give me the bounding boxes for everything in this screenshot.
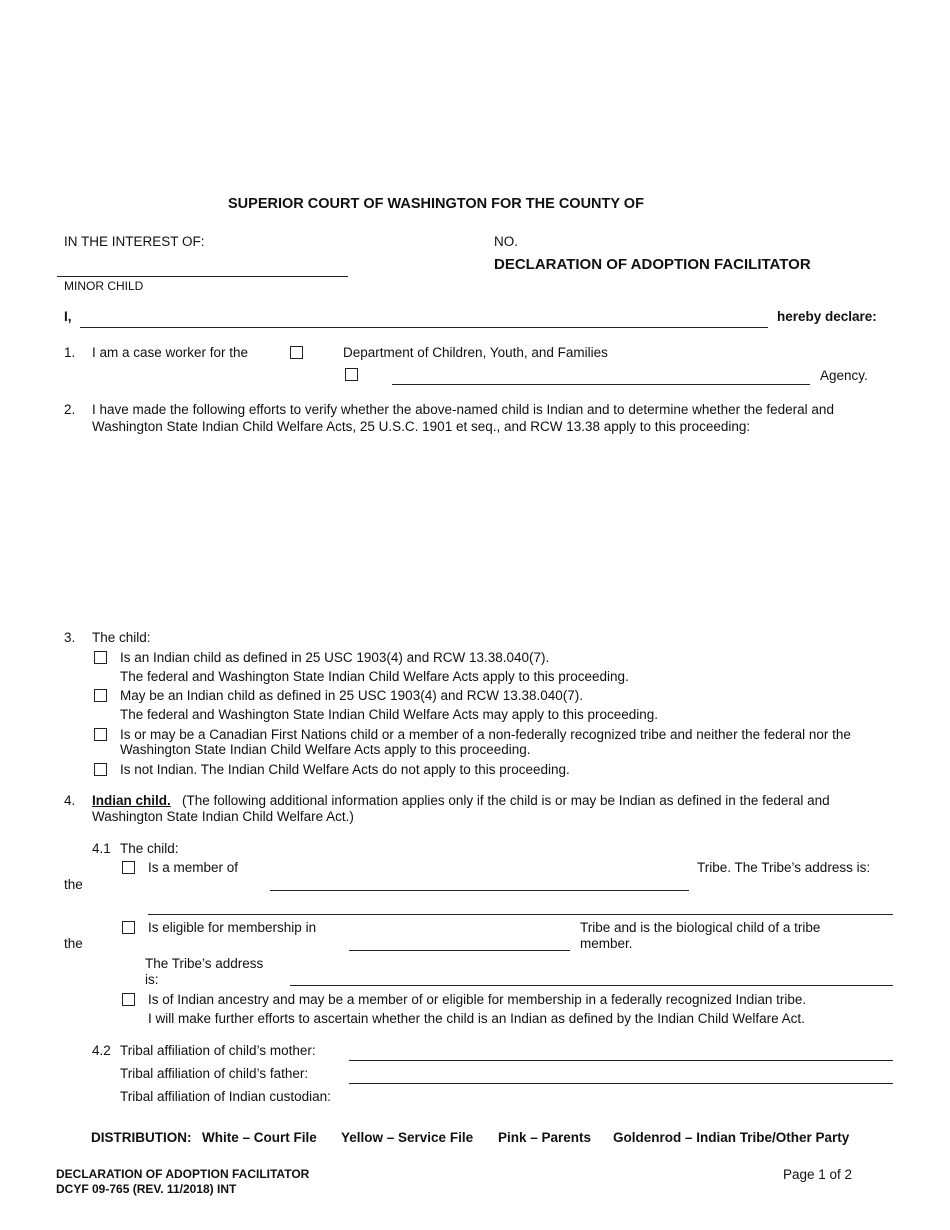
- sub42-number: 4.2: [92, 1043, 111, 1058]
- item3-heading: The child:: [92, 630, 151, 645]
- court-title: SUPERIOR COURT OF WASHINGTON FOR THE COUNTY OF: [228, 196, 644, 212]
- eligible-suffix-1: Tribe and is the biological child of a tribe: [580, 920, 821, 935]
- option1-line2: The federal and Washington State Indian Child Welfare Acts apply to this proceeding.: [120, 669, 629, 684]
- item4-number: 4.: [64, 793, 76, 808]
- eligible-tribe-line[interactable]: [349, 950, 570, 951]
- dcyf-option-label: Department of Children, Youth, and Families: [343, 345, 608, 360]
- ancestry-line2: I will make further efforts to ascertain whether the child is an Indian as defined by the Indian Child Welfare Act.: [148, 1011, 805, 1026]
- tribe-address-label-1: The Tribe’s address: [145, 956, 264, 971]
- member-tribe-address-line[interactable]: [148, 914, 893, 915]
- distribution-white: White – Court File: [202, 1130, 317, 1145]
- interest-label: IN THE INTEREST OF:: [64, 234, 205, 249]
- item2-number: 2.: [64, 402, 76, 417]
- minor-child-label: MINOR CHILD: [64, 279, 144, 293]
- option2-line2: The federal and Washington State Indian Child Welfare Acts may apply to this proceeding.: [120, 707, 659, 722]
- not-indian-checkbox[interactable]: [94, 763, 107, 776]
- distribution-pink: Pink – Parents: [498, 1130, 592, 1145]
- eligible-membership-checkbox[interactable]: [122, 921, 135, 934]
- item2-line1: I have made the following efforts to verify whether the above-named child is Indian and to determine whether the federal and: [92, 402, 834, 417]
- the-label-1: the: [64, 877, 83, 892]
- eligible-label: Is eligible for membership in: [148, 920, 317, 935]
- item4-intro-line1: (The following additional information applies only if the child is or may be Indian as defined in the federal and: [182, 793, 830, 808]
- mother-affiliation-label: Tribal affiliation of child’s mother:: [120, 1043, 316, 1058]
- document-title: DECLARATION OF ADOPTION FACILITATOR: [494, 256, 811, 273]
- item1-number: 1.: [64, 345, 76, 360]
- item1-text: I am a case worker for the: [92, 345, 249, 360]
- option2-line1: May be an Indian child as defined in 25 USC 1903(4) and RCW 13.38.040(7).: [120, 688, 584, 703]
- i-label: I,: [64, 309, 72, 324]
- item4-heading: Indian child.: [92, 793, 171, 808]
- distribution-yellow: Yellow – Service File: [341, 1130, 474, 1145]
- footer-form-number: DCYF 09-765 (REV. 11/2018) INT: [56, 1182, 237, 1196]
- custodian-affiliation-label: Tribal affiliation of Indian custodian:: [120, 1089, 331, 1104]
- eligible-suffix-2: member.: [580, 936, 633, 951]
- member-tribe-line[interactable]: [270, 890, 689, 891]
- mother-affiliation-line[interactable]: [349, 1060, 893, 1061]
- sub41-number: 4.1: [92, 841, 111, 856]
- option4-line1: Is not Indian. The Indian Child Welfare Acts do not apply to this proceeding.: [120, 762, 570, 777]
- tribe-address-label-2: is:: [145, 972, 159, 987]
- ancestry-line1: Is of Indian ancestry and may be a member of or eligible for membership in a federally recognized Indian tribe.: [148, 992, 807, 1007]
- agency-label: Agency.: [820, 368, 868, 383]
- indian-child-checkbox[interactable]: [94, 651, 107, 664]
- option1-line1: Is an Indian child as defined in 25 USC 1903(4) and RCW 13.38.040(7).: [120, 650, 550, 665]
- father-affiliation-label: Tribal affiliation of child’s father:: [120, 1066, 309, 1081]
- child-name-line[interactable]: [57, 276, 348, 277]
- eligible-tribe-address-line[interactable]: [290, 985, 893, 986]
- father-affiliation-line[interactable]: [349, 1083, 893, 1084]
- distribution-goldenrod: Goldenrod – Indian Tribe/Other Party: [613, 1130, 850, 1145]
- the-label-2: the: [64, 936, 83, 951]
- case-no-label: NO.: [494, 234, 519, 249]
- tribe-address-label: Tribe. The Tribe’s address is:: [697, 860, 871, 875]
- dcyf-checkbox[interactable]: [290, 346, 303, 359]
- item4-intro-line2: Washington State Indian Child Welfare Act.): [92, 809, 354, 824]
- member-of-checkbox[interactable]: [122, 861, 135, 874]
- agency-name-line[interactable]: [392, 384, 810, 385]
- hereby-declare-label: hereby declare:: [777, 309, 877, 324]
- footer-title: DECLARATION OF ADOPTION FACILITATOR: [56, 1167, 310, 1181]
- page-number: Page 1 of 2: [783, 1167, 853, 1182]
- sub41-heading: The child:: [120, 841, 179, 856]
- may-be-indian-checkbox[interactable]: [94, 689, 107, 702]
- option3-line2: Washington State Indian Child Welfare Acts apply to this proceeding.: [120, 742, 531, 757]
- indian-ancestry-checkbox[interactable]: [122, 993, 135, 1006]
- other-agency-checkbox[interactable]: [345, 368, 358, 381]
- distribution-label: DISTRIBUTION:: [91, 1130, 192, 1145]
- member-of-label: Is a member of: [148, 860, 239, 875]
- declarant-name-line[interactable]: [80, 327, 768, 328]
- item3-number: 3.: [64, 630, 76, 645]
- option3-line1: Is or may be a Canadian First Nations child or a member of a non-federally recognized tribe and neither the federal nor the: [120, 727, 851, 742]
- item2-line2: Washington State Indian Child Welfare Acts, 25 U.S.C. 1901 et seq., and RCW 13.38 apply to this proceeding:: [92, 419, 751, 434]
- canadian-first-nations-checkbox[interactable]: [94, 728, 107, 741]
